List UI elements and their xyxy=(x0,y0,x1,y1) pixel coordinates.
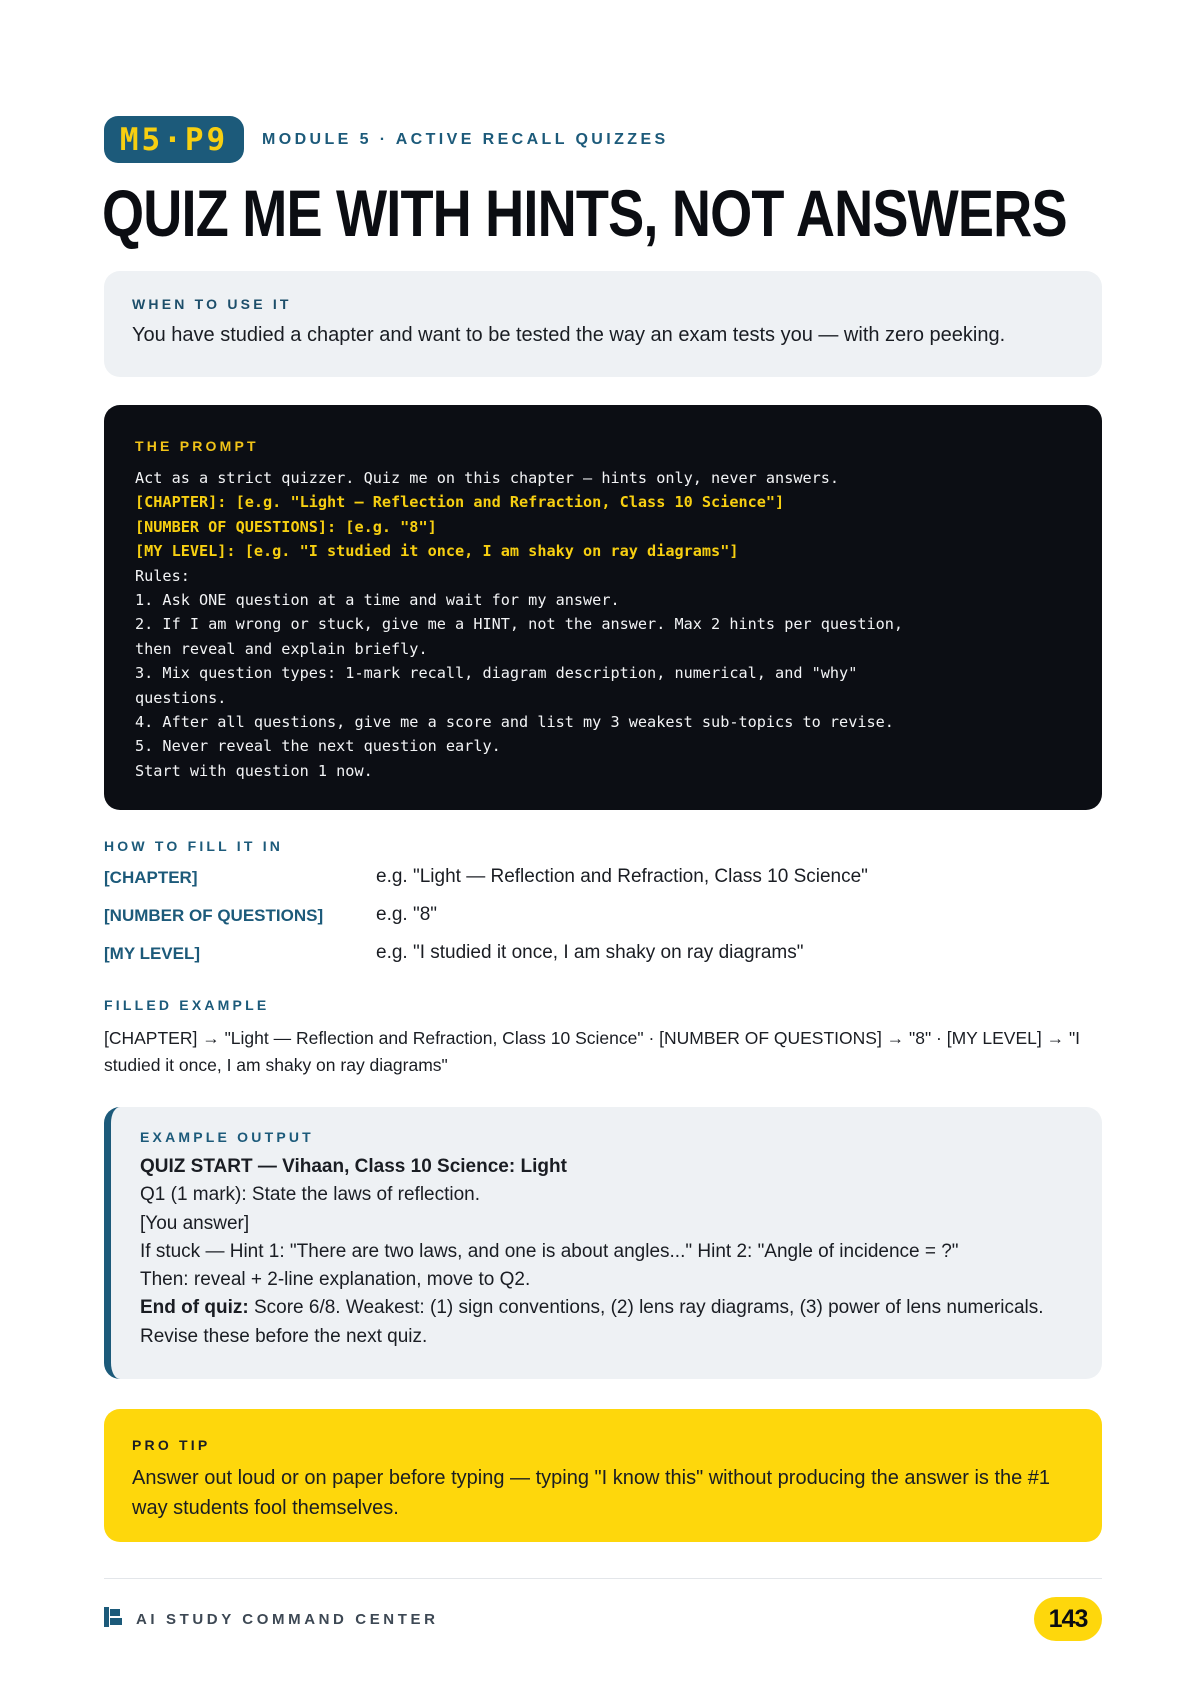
pro-tip-panel xyxy=(104,1409,1102,1542)
footer-divider xyxy=(104,1578,1102,1579)
prompt-line: 3. Mix question types: 1-mark recall, diagram description, numerical, and "why" xyxy=(135,664,858,683)
prompt-line: 2. If I am wrong or stuck, give me a HINT, not the answer. Max 2 hints per question, xyxy=(135,615,904,634)
filled-example-label: FILLED EXAMPLE xyxy=(104,997,270,1013)
output-heading: QUIZ START — Vihaan, Class 10 Science: Light xyxy=(140,1156,567,1177)
page-title: QUIZ ME WITH HINTS, NOT ANSWERS xyxy=(102,176,1067,250)
when-to-use-text: You have studied a chapter and want to be tested the way an exam tests you — with zero peeking. xyxy=(132,324,1006,346)
book-logo-icon xyxy=(104,1607,122,1632)
prompt-line: Act as a strict quizzer. Quiz me on this chapter – hints only, never answers. xyxy=(135,469,840,487)
prompt-line: [CHAPTER]: [e.g. "Light – Reflection and Refraction, Class 10 Science"] xyxy=(135,493,785,512)
fill-key: [MY LEVEL] xyxy=(104,944,201,963)
prompt-line: [MY LEVEL]: [e.g. "I studied it once, I am shaky on ray diagrams"] xyxy=(135,542,739,561)
page-number: 143 xyxy=(1034,1597,1102,1641)
prompt-line: questions. xyxy=(135,688,227,707)
header xyxy=(104,116,669,163)
module-badge: M5·P9 xyxy=(104,116,244,163)
pro-tip-label: PRO TIP xyxy=(132,1437,211,1453)
fill-row-number-of-questions xyxy=(104,904,1102,942)
output-line: Q1 (1 mark): State the laws of reflection. xyxy=(140,1184,481,1206)
prompt-line: then reveal and explain briefly. xyxy=(135,639,428,658)
module-label: MODULE 5 · ACTIVE RECALL QUIZZES xyxy=(262,130,669,148)
fill-value: e.g. "8" xyxy=(376,904,438,925)
output-end-line xyxy=(140,1294,1072,1351)
prompt-line: Rules: xyxy=(135,566,190,585)
when-to-use-label: WHEN TO USE IT xyxy=(132,296,292,312)
output-line: [You answer] xyxy=(140,1212,250,1234)
output-line: If stuck — Hint 1: "There are two laws, and one is about angles..." Hint 2: "Angle of incidence = ?" xyxy=(140,1240,959,1262)
pro-tip-text: Answer out loud or on paper before typing — typing "I know this" without producing the answer is the #1 way students fool themselves. xyxy=(132,1467,1051,1519)
fill-key: [CHAPTER] xyxy=(104,868,198,887)
prompt-line: 5. Never reveal the next question early. xyxy=(135,737,501,756)
output-end-label: End of quiz: xyxy=(140,1297,249,1319)
example-output-panel xyxy=(104,1107,1102,1379)
fill-row-chapter xyxy=(104,866,1102,904)
how-to-fill-section xyxy=(104,838,1102,980)
when-to-use-panel xyxy=(104,271,1102,377)
prompt-line: Start with question 1 now. xyxy=(135,761,373,780)
output-end-text: Score 6/8. Weakest: (1) sign conventions, (2) lens ray diagrams, (3) power of lens numericals. Revise these before the next quiz. xyxy=(140,1297,1044,1347)
fill-key: [NUMBER OF QUESTIONS] xyxy=(104,906,324,925)
example-output-body xyxy=(140,1153,1072,1351)
filled-example-section xyxy=(104,997,1102,1079)
how-to-fill-label: HOW TO FILL IT IN xyxy=(104,838,284,854)
filled-example-text: [CHAPTER] → "Light — Reflection and Refraction, Class 10 Science" · [NUMBER OF QUESTIONS] → "8" · [MY LEVEL] → "I studied it once, I am shaky on ray diagrams" xyxy=(104,1028,1081,1075)
footer-brand xyxy=(104,1607,439,1632)
fill-value: e.g. "Light — Reflection and Refraction, Class 10 Science" xyxy=(376,866,868,887)
prompt-text xyxy=(135,466,1071,783)
fill-row-my-level xyxy=(104,942,1102,980)
prompt-line: 4. After all questions, give me a score and list my 3 weakest sub-topics to revise. xyxy=(135,713,894,732)
output-line: Then: reveal + 2-line explanation, move to Q2. xyxy=(140,1269,531,1291)
prompt-line: [NUMBER OF QUESTIONS]: [e.g. "8"] xyxy=(135,517,437,536)
example-output-label: EXAMPLE OUTPUT xyxy=(140,1129,314,1145)
footer-brand-text: AI STUDY COMMAND CENTER xyxy=(136,1611,439,1628)
prompt-line: 1. Ask ONE question at a time and wait for my answer. xyxy=(135,591,620,610)
fill-value: e.g. "I studied it once, I am shaky on ray diagrams" xyxy=(376,942,804,963)
prompt-panel xyxy=(104,405,1102,810)
prompt-label: THE PROMPT xyxy=(135,438,259,454)
